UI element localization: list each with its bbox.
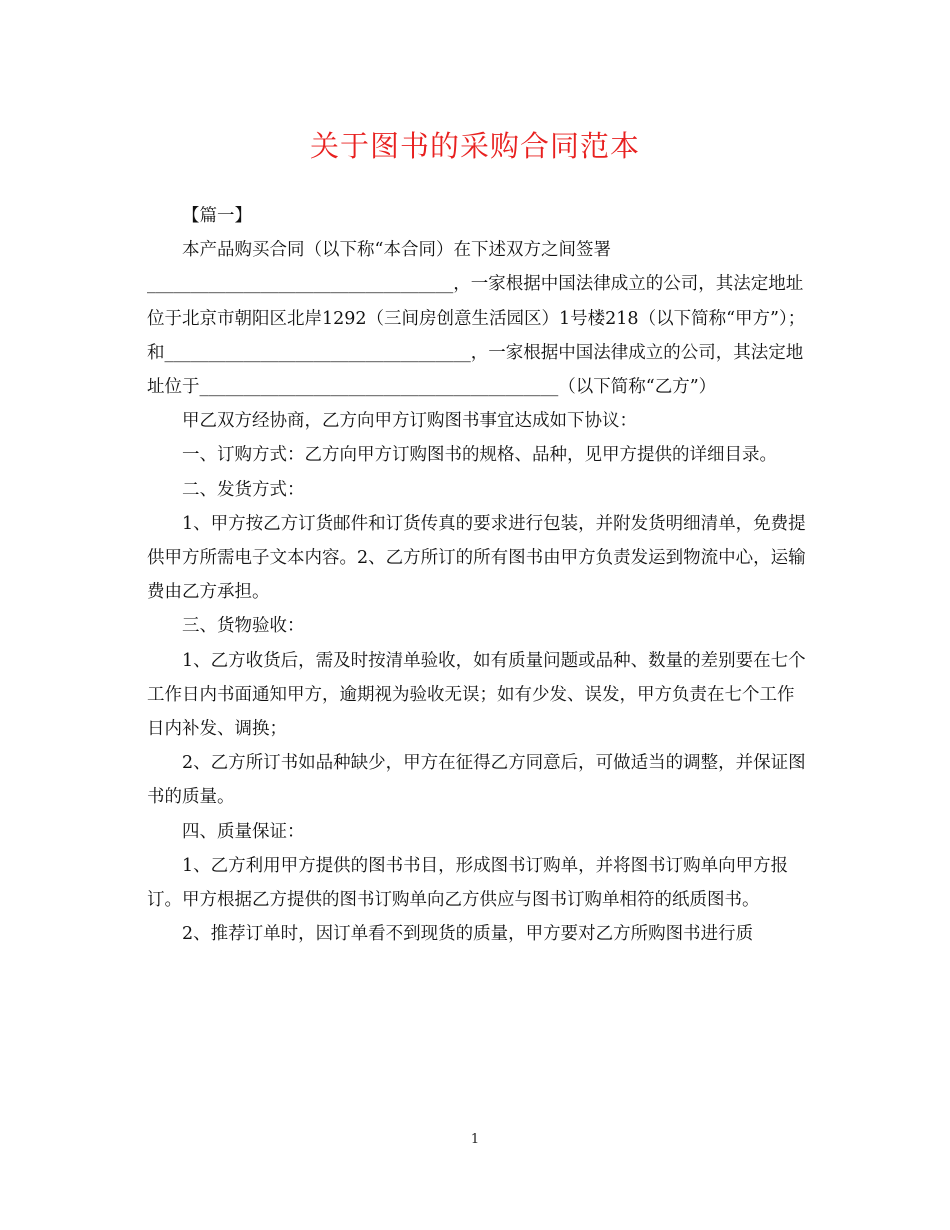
paragraph: 一、订购方式：乙方向甲方订购图书的规格、品种，见甲方提供的详细目录。 <box>182 445 777 466</box>
paragraph: 2、推荐订单时，因订单看不到现货的质量，甲方要对乙方所购图书进行质 <box>182 924 754 945</box>
paragraph: 1、甲方按乙方订货邮件和订货传真的要求进行包装，并附发货明细清单，免费提供甲方所需电子文本内容。2、乙方所订的所有图书由甲方负责发运到物流中心，运输费由乙方承担。 <box>147 513 806 603</box>
section-heading: 【篇一】 <box>182 206 252 226</box>
document-body <box>147 199 807 951</box>
page-number: 1 <box>470 1132 480 1147</box>
paragraph: 1、乙方收货后，需及时按清单验收，如有质量问题或品种、数量的差别要在七个工作日内书面通知甲方，逾期视为验收无误；如有少发、误发，甲方负责在七个工作日内补发、调换； <box>147 650 806 740</box>
paragraph: 四、质量保证： <box>182 821 305 842</box>
document-title: 关于图书的采购合同范本 <box>309 129 640 163</box>
paragraph: 二、发货方式： <box>182 479 305 500</box>
paragraph: 三、货物验收： <box>182 616 305 637</box>
paragraph: 2、乙方所订书如品种缺少，甲方在征得乙方同意后，可做适当的调整，并保证图书的质量。 <box>147 753 806 808</box>
paragraph: 本产品购买合同（以下称“本合同）在下述双方之间签署 <box>182 240 611 261</box>
paragraph: ___________________________________，一家根据中国法律成立的公司，其法定地址位于北京市朝阳区北岸1292（三间房创意生活园区）1号楼218（以下简称“甲方”）；和___________________________________，一家根据中国法律成立的公司，其法定地址位于_________________________________________（以下简称“乙方”） <box>147 274 806 398</box>
paragraph: 甲乙双方经协商，乙方向甲方订购图书事宜达成如下协议： <box>182 411 637 432</box>
paragraph: 1、乙方利用甲方提供的图书书目，形成图书订购单，并将图书订购单向甲方报订。甲方根据乙方提供的图书订购单向乙方供应与图书订购单相符的纸质图书。 <box>147 855 789 911</box>
